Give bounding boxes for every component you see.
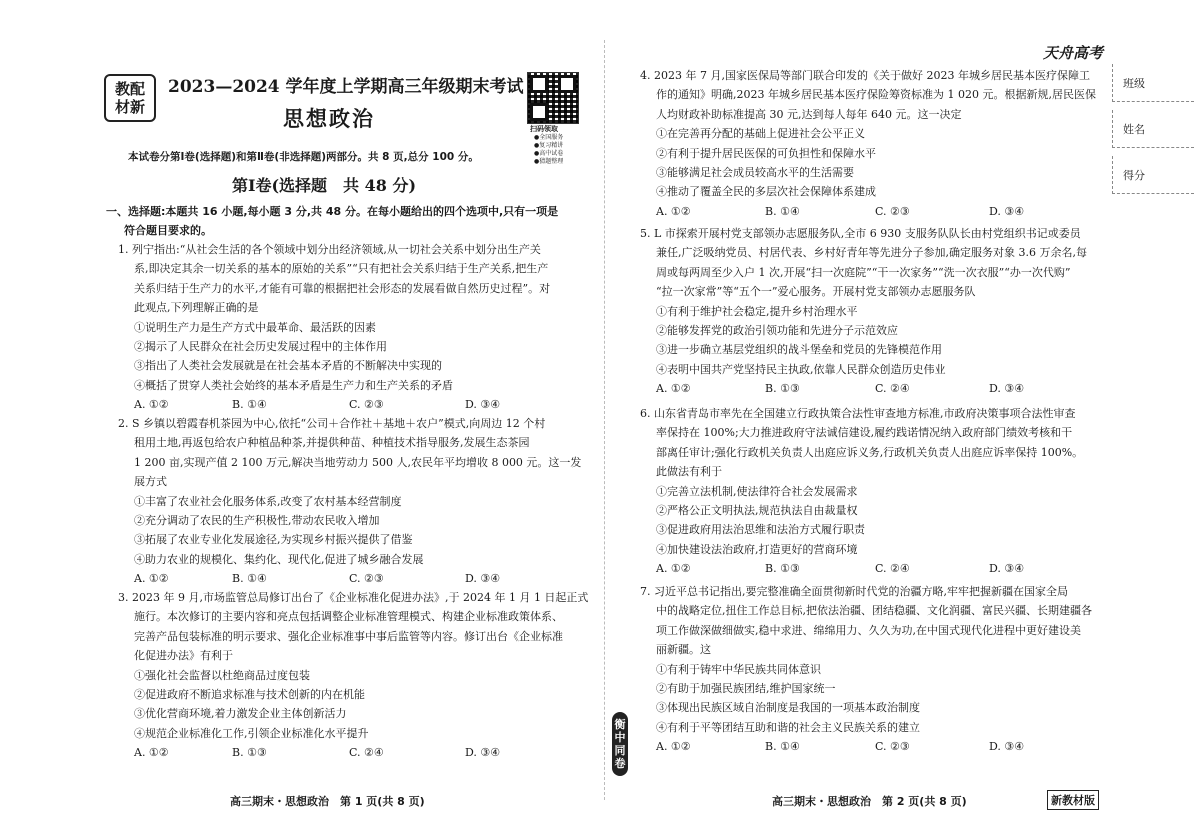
choice-a[interactable]: A. ①② [134, 746, 169, 760]
choice-a[interactable]: A. ①② [134, 572, 169, 586]
qr-code-icon[interactable] [527, 72, 579, 124]
question-text: 6. 山东省青岛市率先在全国建立行政执策合法性审查地方标准,市政府决策事项合法性审查 [640, 407, 1076, 420]
question-text: 中的战略定位,扭住工作总目标,把依法治疆、团结稳疆、文化润疆、富民兴疆、长期建疆各 [656, 604, 1092, 618]
teaching-badge-icon [104, 74, 156, 122]
option-statement: ④有利于平等团结互助和谐的社会主义民族关系的建立 [656, 720, 920, 734]
question-text: 此观点,下列理解正确的是 [134, 301, 259, 315]
question-text: 1. 列宁指出:“从社会生活的各个领域中划分出经济领域,从一切社会关系中划分出生产关 [118, 243, 541, 256]
question-text: 丽新疆。这 [656, 643, 711, 657]
choice-b[interactable]: B. ①④ [232, 398, 267, 412]
choice-d[interactable]: D. ③④ [989, 562, 1025, 576]
choice-a[interactable]: A. ①② [656, 204, 691, 218]
section-line: 一、选择题:本题共 16 小题,每小题 3 分,共 48 分。在每小题给出的四个选项中,只有一项是 [106, 205, 559, 218]
choice-b[interactable]: B. ①③ [765, 562, 800, 576]
footer-page-1: 高三期末・思想政治 第 1 页(共 8 页) [230, 795, 425, 808]
question-text: 7. 习近平总书记指出,要完整准确全面贯彻新时代党的治疆方略,牢牢把握新疆在国家全局 [640, 585, 1068, 598]
option-statement: ②能够发挥党的政治引领功能和先进分子示范效应 [656, 324, 898, 338]
column-divider [604, 40, 605, 800]
choice-d[interactable]: D. ③④ [989, 382, 1025, 396]
choice-a[interactable]: A. ①② [656, 740, 691, 754]
option-statement: ④推动了覆盖全民的多层次社会保障体系建成 [656, 185, 876, 199]
option-statement: ①丰富了农业社会化服务体系,改变了农村基本经营制度 [134, 494, 402, 508]
option-statement: ②严格公正文明执法,规范执法自由裁量权 [656, 504, 858, 518]
question-text: 关系归结于生产力的水平,才能有可靠的根据把社会形态的发展看做自然历史过程”。对 [134, 281, 551, 295]
question-text: 作的通知》明确,2023 年城乡居民基本医疗保险筹资标准为 1 020 元。根据新规,居民医保 [656, 88, 1096, 102]
question-2 [118, 414, 581, 589]
question-text: 率保持在 100%;大力推进政府守法诚信建设,履约践诺情况纳入政府部门绩效考核和干 [656, 426, 1073, 440]
option-statement: ①强化社会监督以杜绝商品过度包装 [134, 668, 310, 682]
section-instructions [106, 202, 558, 240]
exam-title: 2023—2024 学年度上学期高三年级期末考试 [168, 77, 524, 97]
question-text: 此做法有利于 [656, 465, 722, 479]
choice-b[interactable]: B. ①③ [232, 746, 267, 760]
choice-c[interactable]: C. ②③ [349, 572, 384, 586]
choice-c[interactable]: C. ②③ [875, 204, 910, 218]
choice-b[interactable]: B. ①④ [765, 740, 800, 754]
question-text: “拉一次家常”等“五个一”爱心服务。开展村党支部领办志愿服务队 [656, 285, 976, 299]
choice-b[interactable]: B. ①④ [232, 572, 267, 586]
name-field[interactable] [1112, 110, 1194, 148]
choice-c[interactable]: C. ②③ [349, 398, 384, 412]
option-statement: ④加快建设法治政府,打造更好的营商环境 [656, 542, 858, 556]
qr-caption: 扫码领取 [530, 125, 558, 133]
question-7 [640, 582, 1092, 757]
option-statement: ①说明生产力是生产方式中最革命、最活跃的因素 [134, 320, 376, 334]
question-4 [640, 66, 1096, 221]
choice-c[interactable]: C. ②④ [349, 746, 384, 760]
section-line: 符合题目要求的。 [124, 224, 212, 237]
choice-d[interactable]: D. ③④ [465, 572, 501, 586]
choice-c[interactable]: C. ②④ [875, 562, 910, 576]
choice-d[interactable]: D. ③④ [989, 204, 1025, 218]
class-field[interactable] [1112, 64, 1194, 102]
choice-d[interactable]: D. ③④ [989, 740, 1025, 754]
question-6 [640, 404, 1083, 579]
option-statement: ④助力农业的规模化、集约化、现代化,促进了城乡融合发展 [134, 552, 424, 566]
score-label: 得分 [1123, 168, 1145, 182]
option-statement: ③指出了人类社会发展就是在社会基本矛盾的不断解决中实现的 [134, 359, 442, 373]
choice-c[interactable]: C. ②④ [875, 382, 910, 396]
footer-page-2: 高三期末・思想政治 第 2 页(共 8 页) [772, 795, 967, 808]
question-text: 兼任,广泛吸纳党员、村居代表、乡村好青年等先进分子参加,确定服务对象 3.6 万余名,每 [656, 246, 1087, 260]
option-statement: ③拓展了农业专业化发展途径,为实现乡村振兴提供了借鉴 [134, 533, 413, 547]
question-text: 人均财政补助标准提高 30 元,达到每人每年 640 元。这一决定 [656, 107, 962, 121]
question-text: 5. L 市探索开展村党支部领办志愿服务队,全市 6 930 支服务队队长由村党组织书记或委员 [640, 227, 1081, 240]
choice-a[interactable]: A. ①② [656, 382, 691, 396]
option-statement: ③促进政府用法治思维和法治方式履行职责 [656, 523, 865, 537]
option-statement: ②有利于提升居民医保的可负担性和保障水平 [656, 146, 876, 160]
qr-list [534, 134, 563, 166]
question-text: 部离任审计;强化行政机关负责人出庭应诉义务,行政机关负责人出庭应诉率保持 100%。 [656, 445, 1084, 459]
choice-d[interactable]: D. ③④ [465, 746, 501, 760]
question-text: 完善产品包装标准的明示要求、强化企业标准事中事后监管等内容。修订出台《企业标准 [134, 629, 563, 643]
choice-c[interactable]: C. ②③ [875, 740, 910, 754]
question-text: 系,即决定其余一切关系的基本的原始的关系”“只有把社会关系归结于生产关系,把生产 [134, 262, 549, 276]
question-5 [640, 224, 1087, 399]
option-statement: ④表明中国共产党坚持民主执政,依靠人民群众创造历史伟业 [656, 362, 946, 376]
question-text: 展方式 [134, 475, 167, 489]
qr-list-item: ●全国服务 [534, 134, 564, 141]
question-text: 施行。本次修订的主要内容和亮点包括调整企业标准管理模式、构建企业标准政策体系、 [134, 610, 563, 624]
question-text: 2. S 乡镇以碧霞春机茶园为中心,依托“公司＋合作社＋基地＋农户”模式,向周边 12 个村 [118, 417, 546, 430]
question-3 [118, 588, 588, 763]
option-statement: ②充分调动了农民的生产积极性,带动农民收入增加 [134, 514, 380, 528]
option-statement: ③进一步确立基层党组织的战斗堡垒和党员的先锋模范作用 [656, 343, 942, 357]
choice-d[interactable]: D. ③④ [465, 398, 501, 412]
option-statement: ①在完善再分配的基础上促进社会公平正义 [656, 127, 865, 141]
spine-label: 衡中同卷 [612, 712, 628, 776]
badge-line-2: 材新 [114, 98, 145, 116]
choice-a[interactable]: A. ①② [656, 562, 691, 576]
score-field[interactable] [1112, 156, 1194, 194]
name-label: 姓名 [1123, 122, 1145, 136]
question-text: 4. 2023 年 7 月,国家医保局等部门联合印发的《关于做好 2023 年城乡居民基本医疗保障工 [640, 69, 1090, 82]
option-statement: ②揭示了人民群众在社会历史发展过程中的主体作用 [134, 340, 387, 354]
question-text: 租用土地,再返包给农户种植品种茶,并提供种苗、种植技术指导服务,发展生态茶园 [134, 436, 530, 450]
option-statement: ①完善立法机制,使法律符合社会发展需求 [656, 484, 858, 498]
option-statement: ③体现出民族区域自治制度是我国的一项基本政治制度 [656, 701, 920, 715]
question-text: 化促进办法》有利于 [134, 649, 233, 663]
qr-list-item: ●猜题整理 [534, 158, 564, 165]
choice-a[interactable]: A. ①② [134, 398, 169, 412]
qr-list-item: ●高中试卷 [534, 150, 564, 157]
part-title: 第Ⅰ卷(选择题 共 48 分) [232, 176, 417, 195]
question-text: 3. 2023 年 9 月,市场监管总局修订出台了《企业标准化促进办法》,于 2024 年 1 月 1 日起正式 [118, 591, 589, 604]
class-label: 班级 [1123, 76, 1145, 90]
option-statement: ③优化营商环境,着力激发企业主体创新活力 [134, 707, 347, 721]
choice-b[interactable]: B. ①③ [765, 382, 800, 396]
option-statement: ②促进政府不断追求标准与技术创新的内在机能 [134, 688, 365, 702]
edition-badge: 新教材版 [1047, 790, 1099, 810]
subject-title: 思想政治 [283, 106, 375, 131]
question-text: 周或每两周至少入户 1 次,开展“扫一次庭院”“干一次家务”“洗一次衣服”“办一次代购” [656, 265, 1071, 279]
question-text: 项工作做深做细做实,稳中求进、绵绵用力、久久为功,在中国式现代化进程中更好建设美 [656, 623, 1081, 637]
option-statement: ①有利于铸牢中华民族共同体意识 [656, 662, 821, 676]
choice-b[interactable]: B. ①④ [765, 204, 800, 218]
brand-logo: 天舟高考 [1043, 44, 1104, 62]
question-text: 1 200 亩,实现产值 2 100 万元,解决当地劳动力 500 人,农民年平均增收 8 000 元。这一发 [134, 455, 582, 469]
option-statement: ④概括了贯穿人类社会始终的基本矛盾是生产力和生产关系的矛盾 [134, 378, 453, 392]
exam-intro: 本试卷分第Ⅰ卷(选择题)和第Ⅱ卷(非选择题)两部分。共 8 页,总分 100 分。 [128, 151, 479, 163]
option-statement: ②有助于加强民族团结,维护国家统一 [656, 682, 836, 696]
badge-line-1: 教配 [114, 80, 145, 98]
option-statement: ①有利于维护社会稳定,提升乡村治理水平 [656, 304, 858, 318]
question-1 [118, 240, 550, 415]
qr-list-item: ●复习精讲 [534, 142, 564, 149]
option-statement: ④规范企业标准化工作,引领企业标准化水平提升 [134, 726, 369, 740]
option-statement: ③能够满足社会成员较高水平的生活需要 [656, 166, 854, 180]
